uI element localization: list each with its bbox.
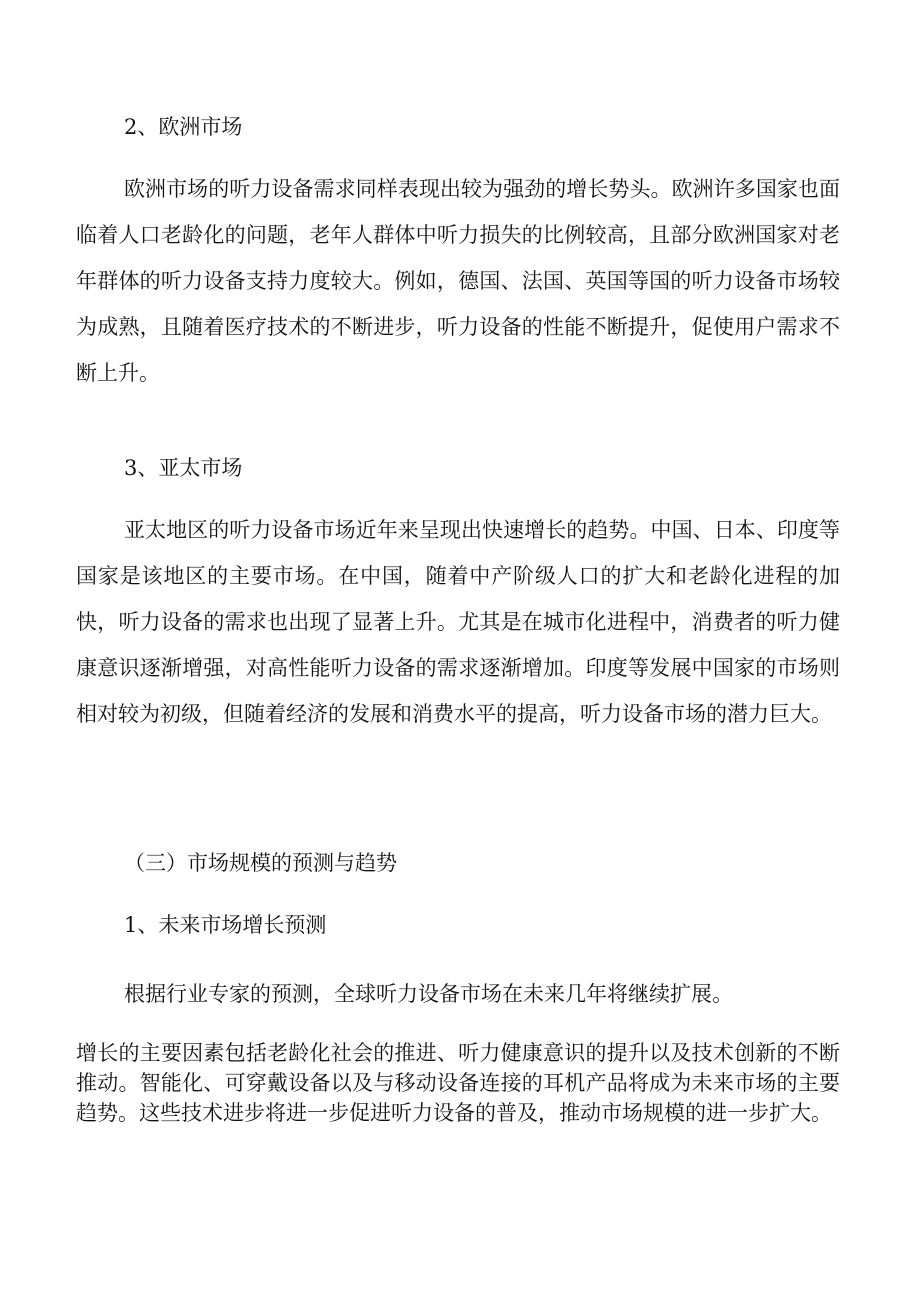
paragraph-forecast-intro: 根据行业专家的预测，全球听力设备市场在未来几年将继续扩展。: [124, 982, 733, 1006]
paragraph-asia-pacific-market: 亚太地区的听力设备市场近年来呈现出快速增长的趋势。中国、日本、印度等国家是该地区的主要市场。在中国，随着中产阶级人口的扩大和老龄化进程的加快，听力设备的需求也出现了显著上升。尤其是在城市化进程中，消费者的听力健康意识逐渐增强，对高性能听力设备的需求逐渐增加。印度等发展中国家的市场则相对较为初级，但随着经济的发展和消费水平的提高，听力设备市场的潜力巨大。: [76, 518, 840, 726]
subsection-heading-growth-forecast: 1、未来市场增长预测: [124, 913, 327, 937]
paragraph-europe-market: 欧洲市场的听力设备需求同样表现出较为强劲的增长势头。欧洲许多国家也面临着人口老龄化的问题，老年人群体中听力损失的比例较高，且部分欧洲国家对老年群体的听力设备支持力度较大。例如，德国、法国、英国等国的听力设备市场较为成熟，且随着医疗技术的不断进步，听力设备的性能不断提升，促使用户需求不断上升。: [76, 177, 840, 385]
chapter-heading-market-forecast: （三）市场规模的预测与趋势: [124, 851, 397, 875]
paragraph-growth-factors: 增长的主要因素包括老龄化社会的推进、听力健康意识的提升以及技术创新的不断推动。智能化、可穿戴设备以及与移动设备连接的耳机产品将成为未来市场的主要趋势。这些技术进步将进一步促进听力设备的普及，推动市场规模的进一步扩大。: [76, 1041, 840, 1125]
section-heading-europe: 2、欧洲市场: [124, 115, 243, 139]
section-heading-asia-pacific: 3、亚太市场: [124, 456, 243, 480]
